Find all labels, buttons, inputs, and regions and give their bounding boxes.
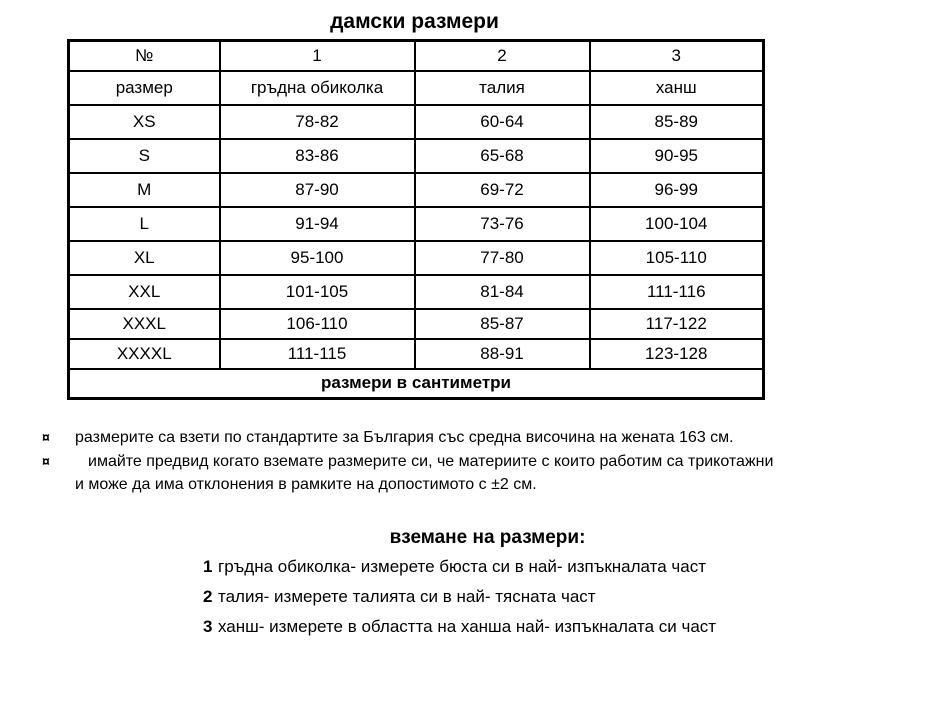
size-chart-section [67, 10, 762, 400]
numero-header-cell: № [69, 41, 220, 71]
note-item-standards [42, 426, 902, 450]
list-item-waist [203, 582, 945, 612]
table-footer-row [69, 369, 764, 399]
table-row-xl [69, 241, 764, 275]
hips-range-cell: 100-104 [590, 207, 764, 241]
waist-range-cell: 81-84 [415, 275, 590, 309]
size-cell: XS [69, 105, 220, 139]
waist-label-cell: талия [415, 71, 590, 105]
item-text: талия- измерете талията си в най- тясната част [218, 586, 596, 606]
list-item-bust [203, 552, 945, 582]
note-line: и може да има отклонения в рамките на допостимото с ±2 см. [75, 476, 537, 493]
units-note-cell: размери в сантиметри [69, 369, 764, 399]
hips-range-cell: 117-122 [590, 309, 764, 339]
measuring-list [203, 552, 945, 642]
size-cell: S [69, 139, 220, 173]
bust-range-cell: 91-94 [220, 207, 415, 241]
bust-range-cell: 83-86 [220, 139, 415, 173]
waist-range-cell: 60-64 [415, 105, 590, 139]
notes-section [42, 426, 902, 497]
size-cell: L [69, 207, 220, 241]
waist-range-cell: 73-76 [415, 207, 590, 241]
item-text: ханш- измерете в областта на ханша най- изпъкналата си част [218, 616, 717, 636]
table-row-xxxl [69, 309, 764, 339]
bust-range-cell: 78-82 [220, 105, 415, 139]
hips-range-cell: 111-116 [590, 275, 764, 309]
hips-label-cell: ханш [590, 71, 764, 105]
column-2-header-cell: 2 [415, 41, 590, 71]
note-text [75, 426, 734, 450]
hips-range-cell: 105-110 [590, 241, 764, 275]
bust-range-cell: 106-110 [220, 309, 415, 339]
table-row-m [69, 173, 764, 207]
table-row-s [69, 139, 764, 173]
size-cell: XXL [69, 275, 220, 309]
list-item-hips [203, 612, 945, 642]
size-cell: XXXL [69, 309, 220, 339]
waist-range-cell: 69-72 [415, 173, 590, 207]
bust-range-cell: 87-90 [220, 173, 415, 207]
note-item-tolerance [42, 450, 902, 497]
measure-label-row [69, 71, 764, 105]
size-table [67, 39, 765, 400]
size-cell: XL [69, 241, 220, 275]
table-row-xxl [69, 275, 764, 309]
note-line: имайте предвид когато вземате размерите си, че материите с които работим са трикотажни [88, 452, 774, 470]
waist-range-cell: 85-87 [415, 309, 590, 339]
hips-range-cell: 90-95 [590, 139, 764, 173]
waist-range-cell: 88-91 [415, 339, 590, 369]
column-1-header-cell: 1 [220, 41, 415, 71]
table-row-xs [69, 105, 764, 139]
column-number-header-row [69, 41, 764, 71]
size-cell: M [69, 173, 220, 207]
hips-range-cell: 96-99 [590, 173, 764, 207]
waist-range-cell: 77-80 [415, 241, 590, 275]
bust-range-cell: 95-100 [220, 241, 415, 275]
measuring-section [0, 527, 945, 642]
column-3-header-cell: 3 [590, 41, 764, 71]
hips-range-cell: 85-89 [590, 105, 764, 139]
currency-bullet-icon: ¤ [42, 452, 50, 469]
measuring-heading: вземане на размери: [389, 526, 586, 548]
bust-label-cell: гръдна обиколка [220, 71, 415, 105]
hips-range-cell: 123-128 [590, 339, 764, 369]
item-number: 2 [203, 586, 213, 606]
page-title: дамски размери [330, 10, 499, 33]
bust-range-cell: 101-105 [220, 275, 415, 309]
size-label-cell: размер [69, 71, 220, 105]
item-number: 1 [203, 556, 213, 576]
item-number: 3 [203, 616, 213, 636]
bust-range-cell: 111-115 [220, 339, 415, 369]
size-cell: XXXXL [69, 339, 220, 369]
table-row-xxxxl [69, 339, 764, 369]
table-row-l [69, 207, 764, 241]
waist-range-cell: 65-68 [415, 139, 590, 173]
note-line: размерите са взети по стандартите за България със средна височина на жената 163 см. [75, 429, 734, 446]
currency-bullet-icon: ¤ [42, 429, 50, 445]
note-text [75, 450, 773, 497]
item-text: гръдна обиколка- измерете бюста си в най- изпъкналата част [218, 556, 707, 576]
